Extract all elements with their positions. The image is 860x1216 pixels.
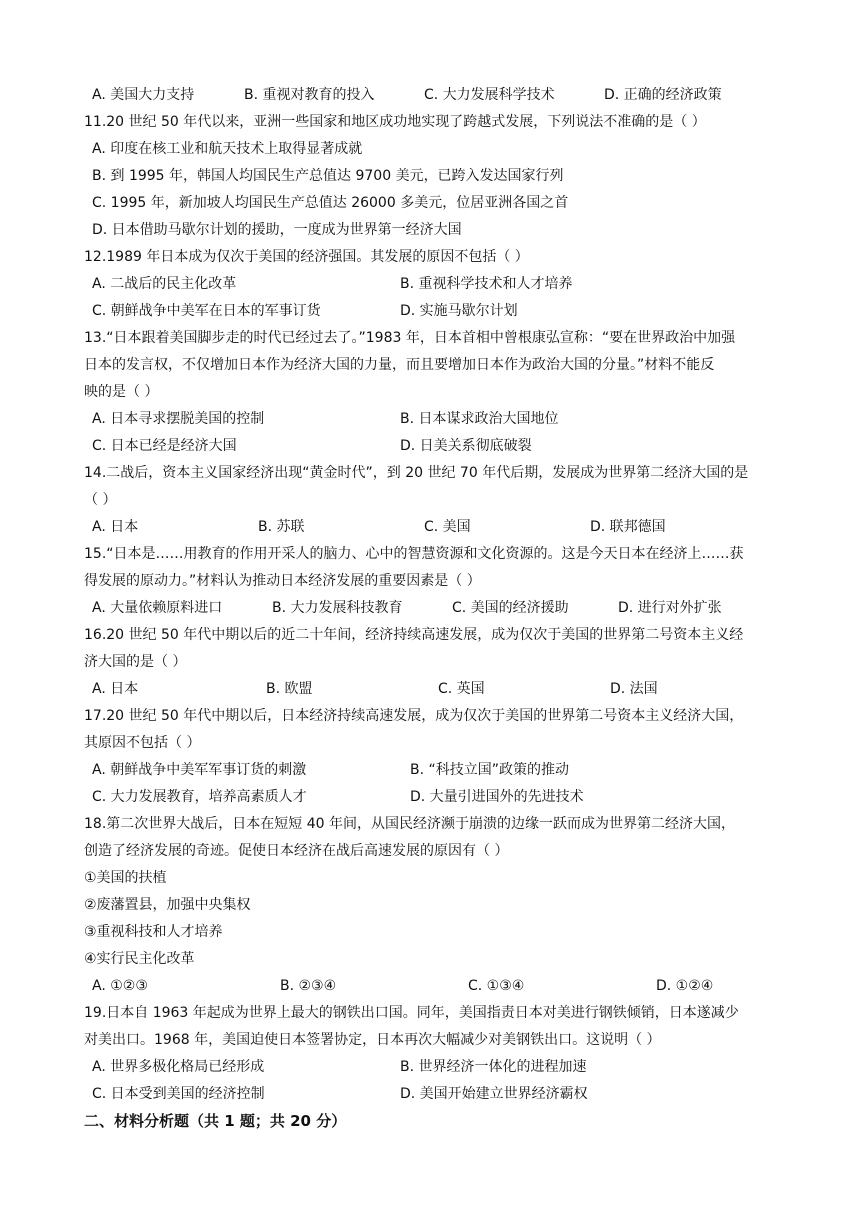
q13-option-c[interactable]: C. 日本已经是经济大国 [92,438,237,454]
q13-option-b[interactable]: B. 日本谋求政治大国地位 [400,411,559,427]
q11-stem: 11.20 世纪 50 年代以来，亚洲一些国家和地区成功地实现了跨越式发展，下列说法不准确的是（ ） [84,114,706,130]
q10-option-b[interactable]: B. 重视对教育的投入 [244,87,375,103]
q10-option-a[interactable]: A. 美国大力支持 [92,87,195,103]
q15-option-b[interactable]: B. 大力发展科技教育 [272,600,403,616]
q14-option-a[interactable]: A. 日本 [92,519,139,535]
q16-option-c[interactable]: C. 英国 [438,681,485,697]
q19-option-b[interactable]: B. 世界经济一体化的进程加速 [400,1059,587,1075]
q14-option-b[interactable]: B. 苏联 [258,519,305,535]
q17-option-d[interactable]: D. 大量引进国外的先进技术 [410,789,584,805]
q19-option-c[interactable]: C. 日本受到美国的经济控制 [92,1086,265,1102]
q18-option-d[interactable]: D. ①②④ [656,978,714,994]
q12-option-b[interactable]: B. 重视科学技术和人才培养 [400,276,573,292]
q16-option-b[interactable]: B. 欧盟 [266,681,313,697]
q18-stem-line-1: 18.第二次世界大战后，日本在短短 40 年间，从国民经济濒于崩溃的边缘一跃而成为世界第二经济大国， [84,816,735,832]
q17-stem-line-2: 其原因不包括（ ） [84,735,201,751]
q12-option-a[interactable]: A. 二战后的民主化改革 [92,276,237,292]
q13-stem-line-2: 日本的发言权，不仅增加日本作为经济大国的力量，而且要增加日本作为政治大国的分量。”材料不能反 [84,357,715,373]
q12-option-c[interactable]: C. 朝鲜战争中美军在日本的军事订货 [92,303,321,319]
q11-option-b[interactable]: B. 到 1995 年，韩国人均国民生产总值达 9700 美元，已跨入发达国家行列 [92,168,564,184]
q11-option-a[interactable]: A. 印度在核工业和航天技术上取得显著成就 [92,141,363,157]
q10-option-c[interactable]: C. 大力发展科学技术 [424,87,555,103]
q14-stem-line-1: 14.二战后，资本主义国家经济出现“黄金时代”，到 20 世纪 70 年代后期，发展成为世界第二经济大国的是 [84,465,749,481]
q15-option-d[interactable]: D. 进行对外扩张 [618,600,722,616]
q15-stem-line-1: 15.“日本是……用教育的作用开采人的脑力、心中的智慧资源和文化资源的。这是今天日本在经济上……获 [84,546,744,562]
q14-stem-line-2: （ ） [84,492,117,508]
q12-option-d[interactable]: D. 实施马歇尔计划 [400,303,518,319]
q19-option-a[interactable]: A. 世界多极化格局已经形成 [92,1059,265,1075]
q17-option-a[interactable]: A. 朝鲜战争中美军军事订货的刺激 [92,762,307,778]
q12-stem: 12.1989 年日本成为仅次于美国的经济强国。其发展的原因不包括（ ） [84,249,529,265]
q18-item-4: ④实行民主化改革 [84,951,195,967]
q14-option-d[interactable]: D. 联邦德国 [590,519,666,535]
q16-option-a[interactable]: A. 日本 [92,681,139,697]
q13-option-a[interactable]: A. 日本寻求摆脱美国的控制 [92,411,265,427]
q15-stem-line-2: 得发展的原动力。”材料认为推动日本经济发展的重要因素是（ ） [84,573,481,589]
q18-option-c[interactable]: C. ①③④ [468,978,525,994]
q15-option-c[interactable]: C. 美国的经济援助 [452,600,569,616]
q19-option-d[interactable]: D. 美国开始建立世界经济霸权 [400,1086,588,1102]
q11-option-c[interactable]: C. 1995 年，新加坡人均国民生产总值达 26000 多美元，位居亚洲各国之首 [92,195,569,211]
q11-option-d[interactable]: D. 日本借助马歇尔计划的援助，一度成为世界第一经济大国 [92,222,462,238]
section-heading: 二、材料分析题（共 1 题；共 20 分） [84,1112,347,1130]
q15-option-a[interactable]: A. 大量依赖原料进口 [92,600,223,616]
q14-option-c[interactable]: C. 美国 [424,519,471,535]
q18-option-a[interactable]: A. ①②③ [92,978,148,994]
q13-stem-line-1: 13.“日本跟着美国脚步走的时代已经过去了。”1983 年，日本首相中曾根康弘宣称：“要在世界政治中加强 [84,330,736,346]
q17-option-c[interactable]: C. 大力发展教育，培养高素质人才 [92,789,307,805]
q16-stem-line-1: 16.20 世纪 50 年代中期以后的近二十年间，经济持续高速发展，成为仅次于美国的世界第二号资本主义经 [84,627,744,643]
q17-option-b[interactable]: B. “科技立国”政策的推动 [410,762,570,778]
q13-stem-line-3: 映的是（ ） [84,384,159,400]
q19-stem-line-1: 19.日本自 1963 年起成为世界上最大的钢铁出口国。同年，美国指责日本对美进行钢铁倾销，日本遂减少 [84,1005,739,1021]
q13-option-d[interactable]: D. 日美关系彻底破裂 [400,438,532,454]
q10-option-d[interactable]: D. 正确的经济政策 [604,87,722,103]
q17-stem-line-1: 17.20 世纪 50 年代中期以后，日本经济持续高速发展，成为仅次于美国的世界第二号资本主义经济大国， [84,708,744,724]
q19-stem-line-2: 对美出口。1968 年，美国迫使日本签署协定，日本再次大幅减少对美钢铁出口。这说明（ ） [84,1032,661,1048]
q18-item-3: ③重视科技和人才培养 [84,924,223,940]
q16-stem-line-2: 济大国的是（ ） [84,654,187,670]
q18-stem-line-2: 创造了经济发展的奇迹。促使日本经济在战后高速发展的原因有（ ） [84,843,509,859]
q16-option-d[interactable]: D. 法国 [610,681,658,697]
q18-item-2: ②废藩置县，加强中央集权 [84,897,251,913]
q18-item-1: ①美国的扶植 [84,870,167,886]
q18-option-b[interactable]: B. ②③④ [280,978,337,994]
